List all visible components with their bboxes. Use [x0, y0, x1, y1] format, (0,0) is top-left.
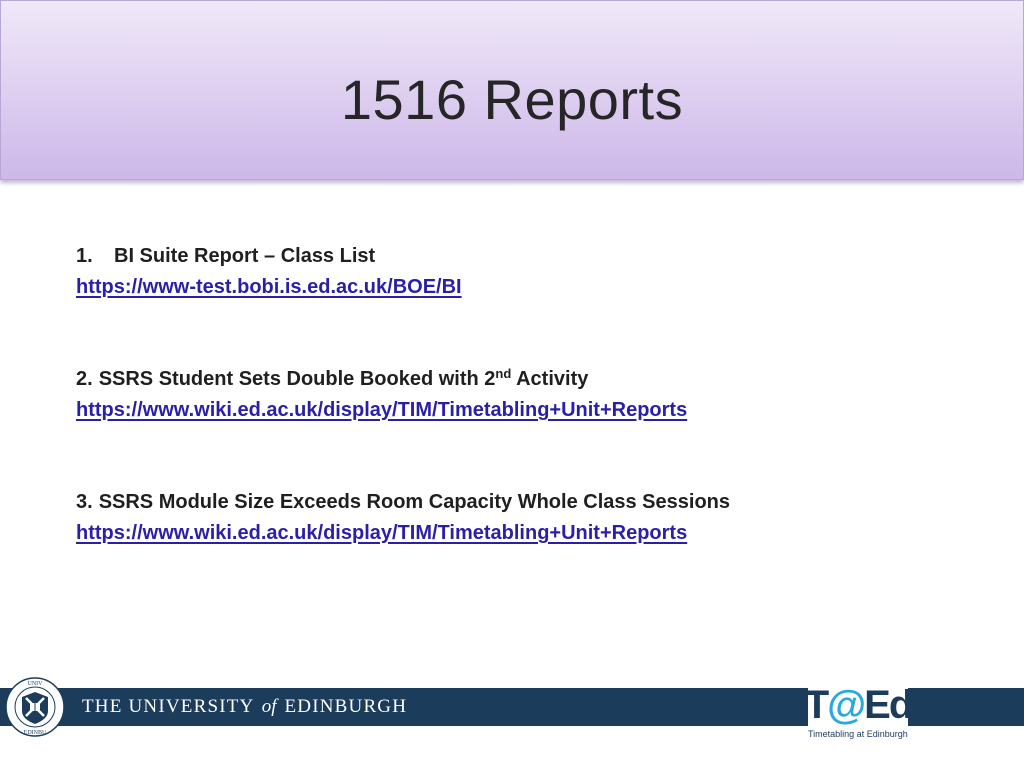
university-name: [82, 694, 407, 720]
university-name-part-1: THE UNIVERSITY: [82, 696, 254, 717]
svg-text:T@Ed: T@Ed: [804, 683, 912, 727]
report-number-2: 2.: [76, 368, 93, 390]
report-number-1: 1.: [76, 245, 93, 267]
report-heading-2: [76, 364, 976, 394]
report-link-1[interactable]: https://www-test.bobi.is.ed.ac.uk/BOE/BI: [76, 276, 462, 298]
report-heading-1: [76, 241, 976, 271]
report-item-1: [76, 241, 976, 303]
report-link-2[interactable]: https://www.wiki.ed.ac.uk/display/TIM/Timetabling+Unit+Reports: [76, 399, 688, 421]
taed-logo-icon: [804, 682, 912, 727]
report-item-3: [76, 487, 976, 549]
university-name-part-2: EDINBURGH: [284, 696, 408, 717]
svg-text:UNIV: UNIV: [27, 681, 43, 687]
report-title-2: SSRS Student Sets Double Booked with 2: [98, 368, 496, 390]
university-name-of: of: [261, 696, 277, 717]
svg-text:EDINBU: EDINBU: [23, 730, 47, 736]
report-link-3[interactable]: https://www.wiki.ed.ac.uk/display/TIM/Timetabling+Unit+Reports: [76, 522, 688, 544]
report-list: [76, 241, 976, 549]
slide-title: 1516 Reports: [340, 68, 684, 131]
university-crest-icon: [4, 676, 66, 738]
report-item-2: [76, 364, 976, 426]
ordinal-suffix: nd: [495, 366, 512, 381]
taed-caption: Timetabling at Edinburgh: [808, 729, 908, 739]
report-number-3: 3.: [76, 491, 93, 513]
report-title-1: BI Suite Report – Class List: [114, 245, 376, 267]
report-title-3: SSRS Module Size Exceeds Room Capacity Whole Class Sessions: [98, 491, 730, 513]
report-title-2-end: Activity: [511, 368, 589, 390]
report-heading-3: [76, 487, 976, 517]
